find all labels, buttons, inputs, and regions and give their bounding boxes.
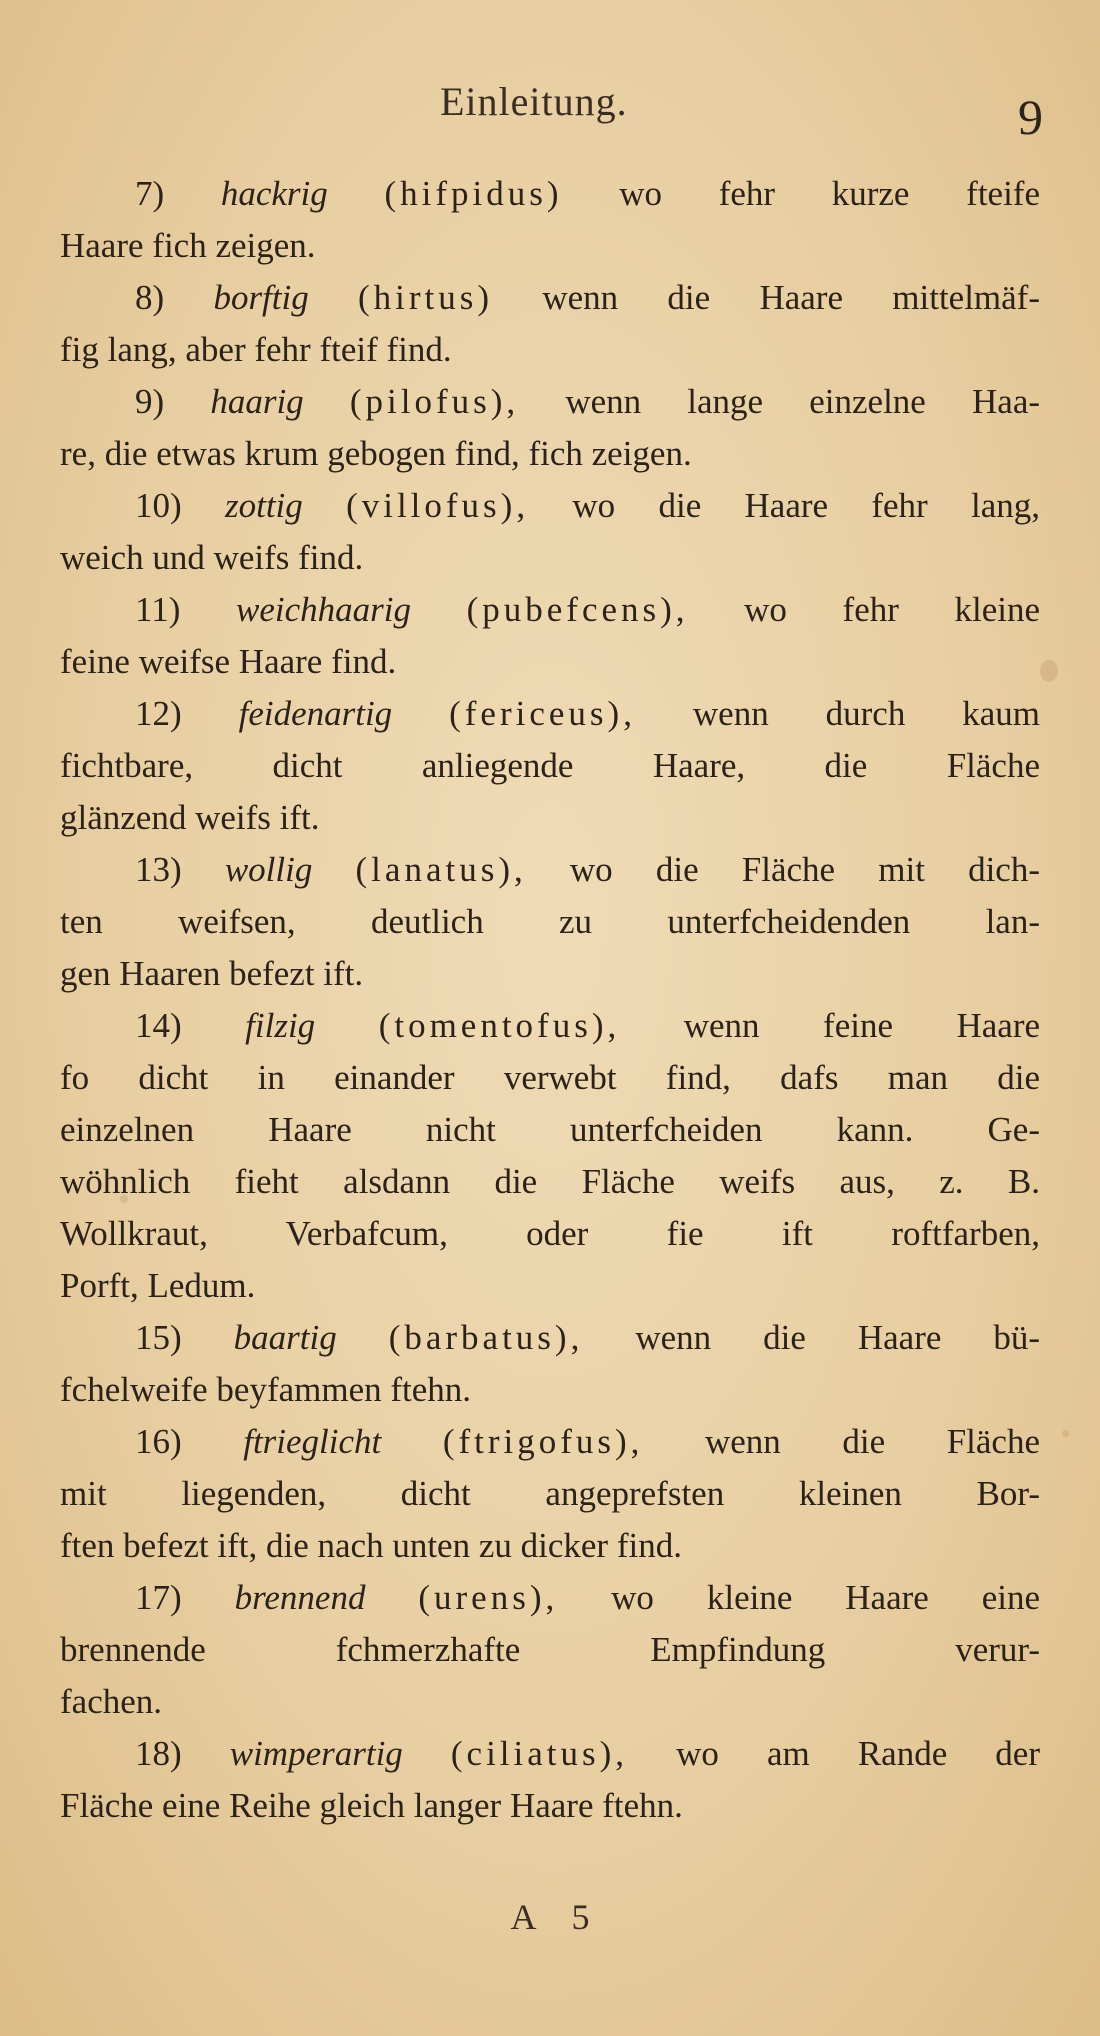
text-line: gen Haaren befezt ift. xyxy=(60,954,364,993)
text-line: fachen. xyxy=(60,1682,163,1721)
german-term: brennend xyxy=(234,1578,366,1617)
entry-number: 17) xyxy=(135,1578,182,1617)
text-line: fig lang, aber fehr fteif find. xyxy=(60,330,452,369)
entry-line xyxy=(60,844,1040,896)
page-body xyxy=(60,168,1040,1832)
text-line: wöhnlich fieht alsdann die Fläche weifs aus, z. B. xyxy=(60,1162,1040,1201)
latin-term: (pubefcens), xyxy=(466,590,689,629)
entry-number: 12) xyxy=(135,694,182,733)
definition-text: wo die Haare fehr lang, xyxy=(529,486,1040,525)
text-line: weich und weifs find. xyxy=(60,538,364,577)
latin-term: (barbatus), xyxy=(388,1318,584,1357)
text-line: fchelweife beyfammen ftehn. xyxy=(60,1370,472,1409)
text-line: feine weifse Haare find. xyxy=(60,642,397,681)
entry-line xyxy=(60,1728,1040,1780)
definition-text: wo fehr kurze fteife xyxy=(562,174,1040,213)
foxing-spot xyxy=(1040,660,1058,682)
definition-text: wenn die Fläche xyxy=(643,1422,1040,1461)
text-line: glänzend weifs ift. xyxy=(60,798,320,837)
latin-term: (fericeus), xyxy=(449,694,636,733)
german-term: feidenartig xyxy=(238,694,393,733)
entry-number: 9) xyxy=(135,382,165,421)
definition-text: wenn lange einzelne Haa- xyxy=(519,382,1040,421)
german-term: weichhaarig xyxy=(235,590,411,629)
text-line: fo dicht in einander verwebt find, dafs man die xyxy=(60,1058,1040,1097)
definition-text: wo fehr kleine xyxy=(688,590,1040,629)
entry-line xyxy=(60,688,1040,740)
text-line: mit liegenden, dicht angeprefsten kleinen Bor- xyxy=(60,1474,1040,1513)
text-line: re, die etwas krum gebogen find, fich zeigen. xyxy=(60,434,692,473)
page-number: 9 xyxy=(1018,89,1043,145)
latin-term: (villofus), xyxy=(346,486,530,525)
text-line: Porft, Ledum. xyxy=(60,1266,256,1305)
latin-term: (hifpidus) xyxy=(384,174,563,213)
latin-term: (ftrigofus), xyxy=(442,1422,644,1461)
definition-text: wo kleine Haare eine xyxy=(558,1578,1040,1617)
page-footer xyxy=(0,1896,1100,1938)
german-term: ftrieglicht xyxy=(243,1422,382,1461)
entry-number: 14) xyxy=(135,1006,182,1045)
german-term: wollig xyxy=(224,850,313,889)
definition-text: wo am Rande der xyxy=(628,1734,1040,1773)
definition-text: wenn die Haare bü- xyxy=(583,1318,1040,1357)
text-line: Wollkraut, Verbafcum, oder fie ift roftfarben, xyxy=(60,1214,1040,1253)
entry-line xyxy=(60,1000,1040,1052)
entry-number: 18) xyxy=(135,1734,182,1773)
latin-term: (urens), xyxy=(418,1578,559,1617)
german-term: filzig xyxy=(245,1006,316,1045)
latin-term: (lanatus), xyxy=(355,850,527,889)
entry-number: 8) xyxy=(135,278,165,317)
entry-line xyxy=(60,1312,1040,1364)
latin-term: (hirtus) xyxy=(358,278,494,317)
entry-number: 11) xyxy=(135,590,181,629)
definition-text: wenn die Haare mittelmäf- xyxy=(493,278,1040,317)
definition-text: wenn durch kaum xyxy=(635,694,1040,733)
text-line: ten weifsen, deutlich zu unterfcheidenden lan- xyxy=(60,902,1040,941)
signature-mark: A 5 xyxy=(510,1897,604,1937)
latin-term: (tomentofus), xyxy=(378,1006,621,1045)
entry-number: 10) xyxy=(135,486,182,525)
definition-text: wo die Fläche mit dich- xyxy=(526,850,1040,889)
text-line: Fläche eine Reihe gleich langer Haare ftehn. xyxy=(60,1786,683,1825)
german-term: wimperartig xyxy=(229,1734,403,1773)
text-line: ften befezt ift, die nach unten zu dicker find. xyxy=(60,1526,682,1565)
entry-line xyxy=(60,1572,1040,1624)
text-line: fichtbare, dicht anliegende Haare, die Fläche xyxy=(60,746,1040,785)
latin-term: (pilofus), xyxy=(349,382,520,421)
entry-line xyxy=(60,584,1040,636)
german-term: haarig xyxy=(210,382,304,421)
page-header xyxy=(0,60,1100,145)
entry-number: 16) xyxy=(135,1422,182,1461)
text-line: Haare fich zeigen. xyxy=(60,226,316,265)
running-head: Einleitung. xyxy=(440,79,628,124)
entry-line xyxy=(60,376,1040,428)
definition-text: wenn feine Haare xyxy=(620,1006,1040,1045)
entry-number: 13) xyxy=(135,850,182,889)
german-term: hackrig xyxy=(220,174,328,213)
entry-line xyxy=(60,168,1040,220)
entry-line xyxy=(60,1416,1040,1468)
german-term: zottig xyxy=(224,486,303,525)
entry-number: 7) xyxy=(135,174,165,213)
entry-line xyxy=(60,480,1040,532)
entry-number: 15) xyxy=(135,1318,182,1357)
entry-line xyxy=(60,272,1040,324)
latin-term: (ciliatus), xyxy=(450,1734,629,1773)
text-line: einzelnen Haare nicht unterfcheiden kann. Ge- xyxy=(60,1110,1040,1149)
text-line: brennende fchmerzhafte Empfindung verur- xyxy=(60,1630,1040,1669)
german-term: baartig xyxy=(233,1318,337,1357)
foxing-spot xyxy=(1062,1430,1069,1437)
german-term: borftig xyxy=(213,278,309,317)
